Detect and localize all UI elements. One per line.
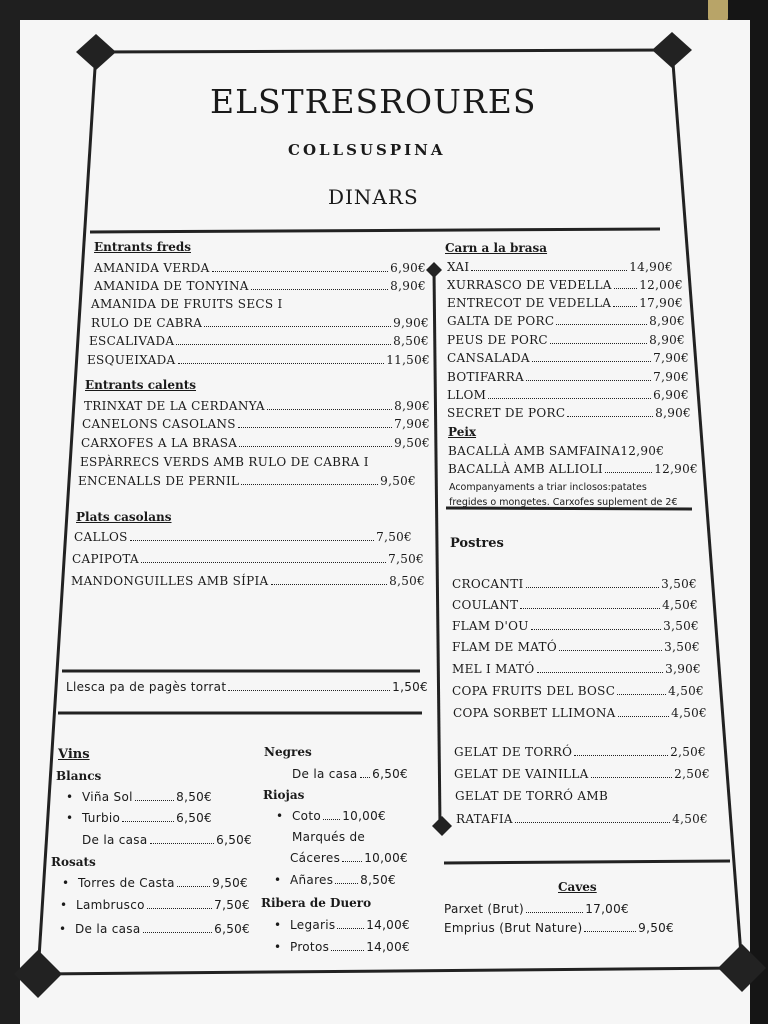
- item-name: XAI: [447, 260, 470, 274]
- item-price: 14,00€: [366, 918, 410, 932]
- item-name: PEUS DE PORC: [447, 333, 548, 347]
- item-name: ESCALIVADA: [89, 334, 175, 348]
- item-price: 12,00€: [639, 278, 683, 292]
- item-name-line1: AMANIDA DE FRUITS SECS I: [91, 297, 283, 311]
- item-name: • Viña Sol: [82, 790, 133, 804]
- menu-item: [448, 444, 698, 458]
- item-price: 7,90€: [653, 370, 689, 384]
- item-name: SECRET DE PORC: [447, 406, 566, 420]
- menu-item: [94, 279, 426, 293]
- item-price: 8,90€: [655, 406, 691, 420]
- item-price: 3,50€: [661, 577, 697, 591]
- menu-item-llesca: [66, 680, 428, 694]
- item-price: 9,50€: [212, 876, 248, 890]
- item-price: 6,50€: [176, 811, 212, 825]
- wine-item: [292, 767, 408, 781]
- wine-item: [290, 873, 396, 887]
- menu-item: [447, 406, 691, 420]
- item-price: 7,50€: [388, 552, 424, 566]
- menu-item: [452, 662, 701, 676]
- menu-item: [447, 351, 689, 365]
- peix-heading: Peix: [448, 425, 477, 439]
- negres-heading: Negres: [264, 745, 312, 759]
- item-name: • Coto: [292, 809, 321, 823]
- item-name: BACALLÀ AMB ALLIOLI: [448, 462, 603, 476]
- wine-item: [290, 918, 410, 932]
- menu-item: [454, 745, 706, 759]
- wine-item: [82, 811, 212, 825]
- item-price: 9,50€: [638, 921, 674, 935]
- item-price: 4,50€: [671, 706, 707, 720]
- carn-heading: Carn a la brasa: [445, 241, 548, 255]
- menu-item: [452, 684, 704, 698]
- menu-item: [84, 399, 430, 413]
- item-price: 7,90€: [653, 351, 689, 365]
- rosats-heading: Rosats: [51, 855, 96, 869]
- wine-item: [82, 790, 212, 804]
- item-name: COPA FRUITS DEL BOSC: [452, 684, 616, 698]
- menu-item: [452, 640, 700, 654]
- item-name: MANDONGUILLES AMB SÍPIA: [71, 574, 269, 588]
- menu-item: [447, 370, 689, 384]
- menu-item: [82, 417, 430, 431]
- menu-item: [456, 812, 708, 826]
- item-name: • Torres de Casta: [78, 876, 175, 890]
- item-name: De la casa: [82, 833, 148, 847]
- item-name: AMANIDA DE TONYINA: [94, 279, 249, 293]
- item-price: 9,50€: [380, 474, 416, 488]
- menu-item: [89, 334, 429, 348]
- item-price: 7,50€: [214, 898, 250, 912]
- item-name: ESQUEIXADA: [87, 353, 176, 367]
- item-price: 4,50€: [662, 598, 698, 612]
- item-price: 10,00€: [364, 851, 408, 865]
- item-name: Emprius (Brut Nature): [444, 921, 583, 935]
- item-price: 9,90€: [393, 316, 429, 330]
- restaurant-name: ELSTRESROURES: [210, 82, 537, 121]
- blancs-heading: Blancs: [56, 769, 102, 783]
- item-price: 12,90€: [654, 462, 698, 476]
- item-price: 8,90€: [649, 314, 685, 328]
- item-price: 14,90€: [629, 260, 673, 274]
- wine-item: [82, 833, 252, 847]
- item-price: 8,50€: [393, 334, 429, 348]
- item-name: CAPIPOTA: [72, 552, 139, 566]
- item-name-line1: GELAT DE TORRÓ AMB: [455, 789, 609, 803]
- wine-item: [290, 851, 408, 865]
- item-price: 12,90€: [620, 444, 665, 458]
- item-name: RATAFIA: [456, 812, 513, 826]
- peix-note-line1: Acompanyaments a triar inclosos:patates: [449, 482, 647, 493]
- plats-casolans-heading: Plats casolans: [76, 510, 172, 524]
- item-price: 2,50€: [670, 745, 706, 759]
- item-name: BACALLÀ AMB SAMFAINA: [448, 444, 621, 458]
- item-price: 14,00€: [366, 940, 410, 954]
- item-price: 3,90€: [665, 662, 701, 676]
- item-price: 3,50€: [663, 619, 699, 633]
- riojas-heading: Riojas: [263, 788, 305, 802]
- item-price: 7,50€: [376, 530, 412, 544]
- item-name: CALLOS: [74, 530, 128, 544]
- item-price: 17,90€: [639, 296, 683, 310]
- menu-item: [447, 314, 685, 328]
- item-name: GELAT DE TORRÓ: [454, 745, 573, 759]
- item-name: COPA SORBET LLIMONA: [453, 706, 616, 720]
- menu-item: [72, 552, 424, 566]
- item-price: 1,50€: [392, 680, 428, 694]
- item-price: 4,50€: [672, 812, 708, 826]
- item-name: RULO DE CABRA: [91, 316, 203, 330]
- location-name: COLLSUSPINA: [288, 141, 446, 159]
- item-name: • Turbio: [82, 811, 121, 825]
- menu-item: [78, 474, 416, 488]
- binder-clip: [708, 0, 728, 22]
- item-price: 7,90€: [394, 417, 430, 431]
- item-name: BOTIFARRA: [447, 370, 525, 384]
- item-price: 6,50€: [214, 922, 250, 936]
- wine-item: [290, 940, 410, 954]
- menu-item: [452, 598, 698, 612]
- menu-item: [91, 316, 429, 330]
- item-name-line1: Marqués de: [292, 830, 366, 844]
- menu-item: [74, 530, 412, 544]
- menu-item: [81, 436, 430, 450]
- item-name: Parxet (Brut): [444, 902, 525, 916]
- item-name: MEL I MATÓ: [452, 662, 535, 676]
- menu-item: [94, 261, 426, 275]
- item-price: 8,50€: [389, 574, 425, 588]
- item-price: 3,50€: [664, 640, 700, 654]
- wine-item: [78, 876, 248, 890]
- item-price: 11,50€: [386, 353, 430, 367]
- item-price: 8,90€: [649, 333, 685, 347]
- item-name: De la casa: [292, 767, 358, 781]
- item-name: FLAM DE MATÓ: [452, 640, 557, 654]
- ribera-heading: Ribera de Duero: [261, 896, 372, 910]
- item-name: • Protos: [290, 940, 330, 954]
- item-name: • Añares: [290, 873, 334, 887]
- postres-heading: Postres: [450, 536, 504, 551]
- menu-item: [454, 767, 710, 781]
- menu-item: [447, 388, 689, 402]
- item-name: CROCANTI: [452, 577, 524, 591]
- item-price: 10,00€: [342, 809, 386, 823]
- item-price: 9,50€: [394, 436, 430, 450]
- menu-item: [448, 462, 698, 476]
- item-price: 2,50€: [674, 767, 710, 781]
- item-name: CARXOFES A LA BRASA: [81, 436, 238, 450]
- wine-item: [76, 898, 250, 912]
- item-name: CANSALADA: [447, 351, 530, 365]
- item-name: • Lambrusco: [76, 898, 145, 912]
- item-name: LLOM: [447, 388, 487, 402]
- menu-item: [453, 706, 707, 720]
- item-name: • De la casa: [75, 922, 141, 936]
- vins-heading: Vins: [58, 747, 90, 762]
- item-price: 17,00€: [585, 902, 629, 916]
- item-name: AMANIDA VERDA: [94, 261, 210, 275]
- item-name: FLAM D'OU: [452, 619, 529, 633]
- item-name: XURRASCO DE VEDELLA: [447, 278, 612, 292]
- item-name: Llesca pa de pagès torrat: [66, 680, 227, 694]
- item-name: GALTA DE PORC: [447, 314, 555, 328]
- peix-note-line2: fregides o mongetes. Carxofes suplement de 2€: [449, 497, 678, 508]
- item-price: 8,50€: [176, 790, 212, 804]
- item-name: COULANT: [452, 598, 519, 612]
- cava-item: [444, 921, 674, 935]
- item-name-line1: ESPÀRRECS VERDS AMB RULO DE CABRA I: [80, 455, 369, 469]
- menu-section-title: DINARS: [328, 185, 419, 209]
- item-price: 6,90€: [653, 388, 689, 402]
- entrants-freds-heading: Entrants freds: [94, 240, 191, 254]
- cava-item: [444, 902, 629, 916]
- item-name: ENCENALLS DE PERNIL: [78, 474, 240, 488]
- menu-item: [447, 260, 673, 274]
- item-price: 6,50€: [216, 833, 252, 847]
- item-price: 8,90€: [394, 399, 430, 413]
- menu-item: [71, 574, 425, 588]
- item-name: CANELONS CASOLANS: [82, 417, 236, 431]
- entrants-calents-heading: Entrants calents: [85, 378, 197, 392]
- item-price: 6,50€: [372, 767, 408, 781]
- item-name: GELAT DE VAINILLA: [454, 767, 589, 781]
- item-price: 6,90€: [390, 261, 426, 275]
- menu-item: [447, 296, 683, 310]
- item-price: 8,50€: [360, 873, 396, 887]
- menu-item: [452, 619, 699, 633]
- item-price: 4,50€: [668, 684, 704, 698]
- wine-item: [292, 809, 386, 823]
- menu-item: [447, 333, 685, 347]
- item-name: ENTRECOT DE VEDELLA: [447, 296, 612, 310]
- caves-heading: Caves: [558, 880, 597, 894]
- menu-item: [447, 278, 683, 292]
- item-name: TRINXAT DE LA CERDANYA: [84, 399, 265, 413]
- item-name: Cáceres: [290, 851, 341, 865]
- menu-item: [87, 353, 430, 367]
- item-price: 8,90€: [390, 279, 426, 293]
- menu-item: [452, 577, 697, 591]
- wine-item: [75, 922, 250, 936]
- item-name: • Legaris: [290, 918, 336, 932]
